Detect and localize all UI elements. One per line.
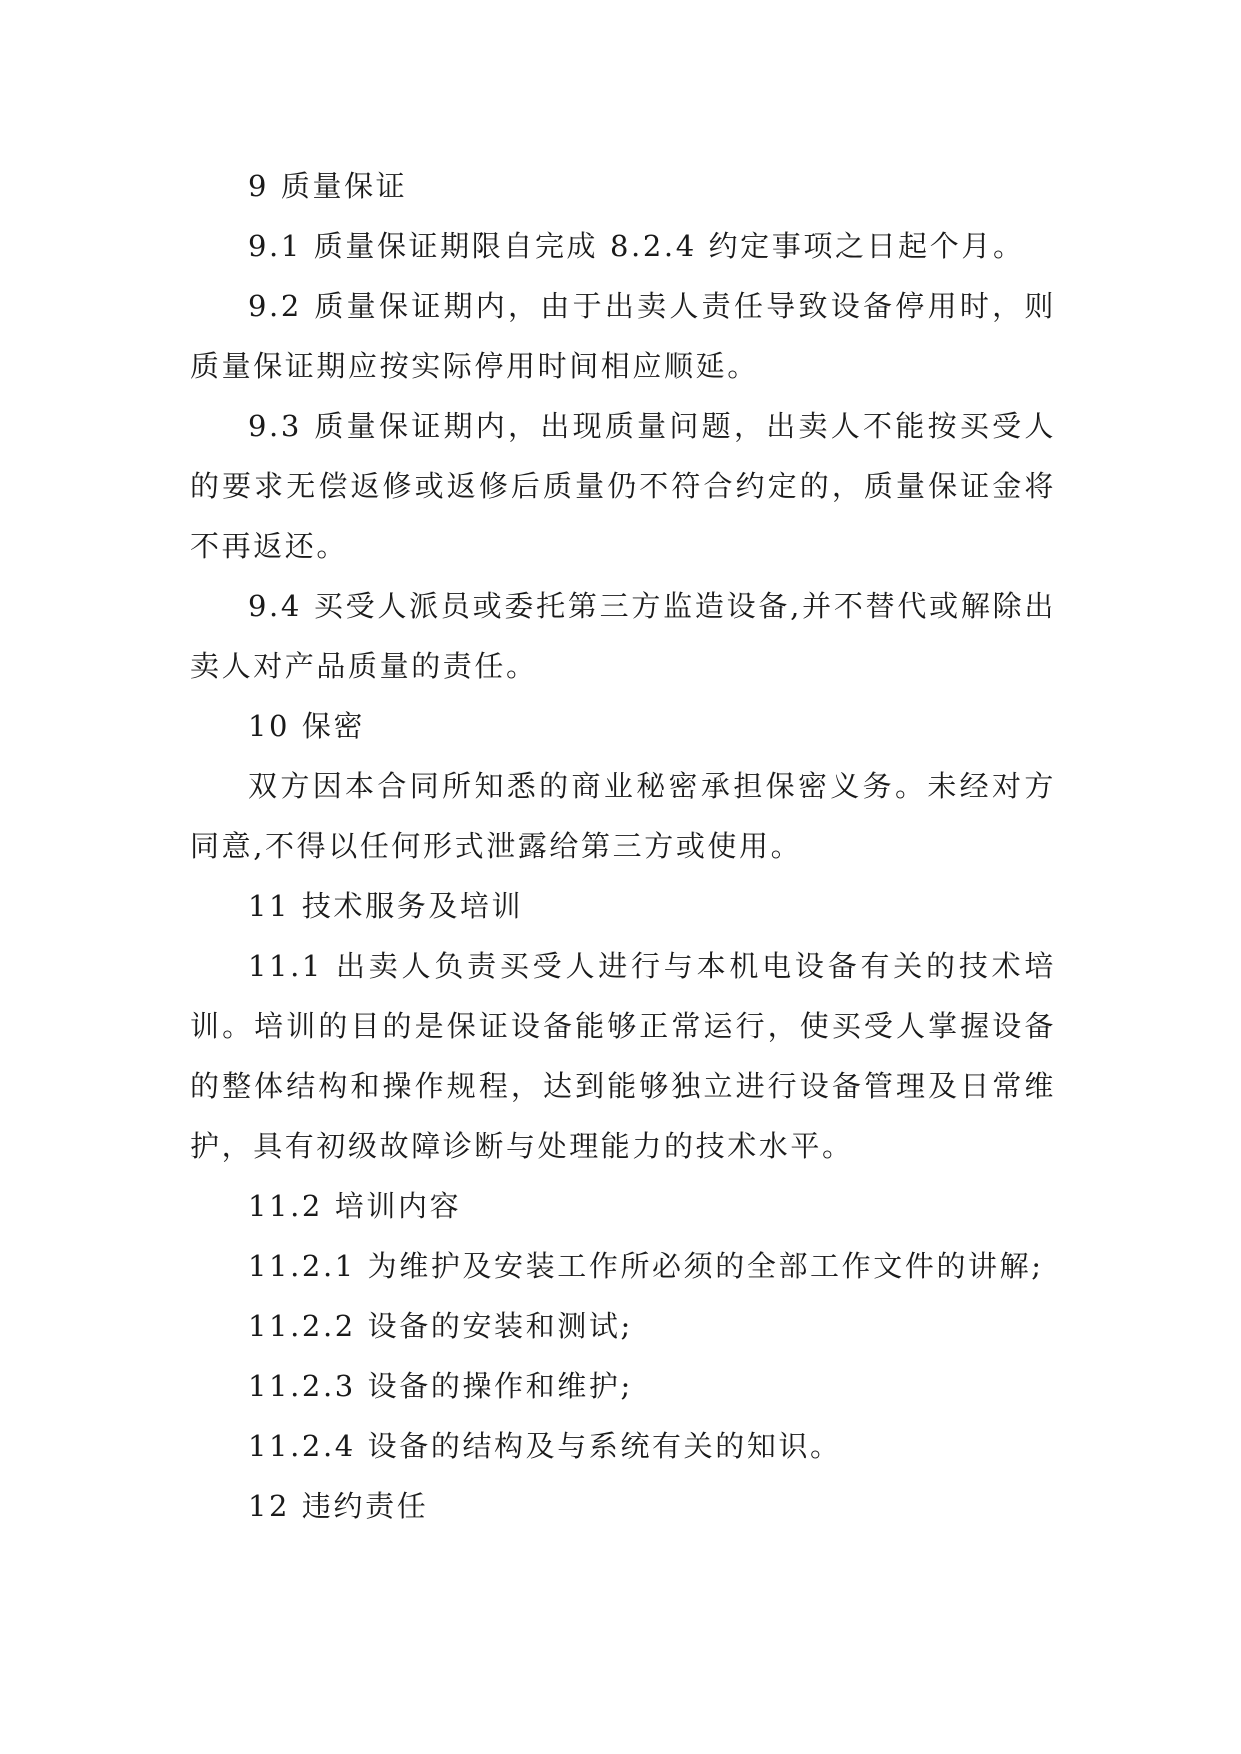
paragraph-11-2-3: 11.2.3 设备的操作和维护; bbox=[248, 1369, 633, 1403]
document-body bbox=[190, 156, 1056, 1536]
paragraph-9-3: 9.3 质量保证期内，出现质量问题，出卖人不能按买受人的要求无偿返修或返修后质量仍不符合约定的，质量保证金将不再返还。 bbox=[190, 409, 1056, 563]
paragraph-11-2-1: 11.2.1 为维护及安装工作所必须的全部工作文件的讲解; bbox=[248, 1249, 1044, 1283]
paragraph-10: 双方因本合同所知悉的商业秘密承担保密义务。未经对方同意,不得以任何形式泄露给第三方或使用。 bbox=[190, 769, 1056, 863]
paragraph-9-1: 9.1 质量保证期限自完成 8.2.4 约定事项之日起个月。 bbox=[248, 229, 1025, 263]
section-heading-9: 9 质量保证 bbox=[248, 169, 408, 203]
paragraph-11-2-2: 11.2.2 设备的安装和测试; bbox=[248, 1309, 633, 1343]
paragraph-9-4: 9.4 买受人派员或委托第三方监造设备,并不替代或解除出卖人对产品质量的责任。 bbox=[190, 589, 1056, 683]
paragraph-11-2-4: 11.2.4 设备的结构及与系统有关的知识。 bbox=[248, 1429, 842, 1463]
paragraph-9-2: 9.2 质量保证期内，由于出卖人责任导致设备停用时，则质量保证期应按实际停用时间相应顺延。 bbox=[190, 289, 1056, 383]
section-heading-10: 10 保密 bbox=[248, 709, 366, 743]
paragraph-11-1: 11.1 出卖人负责买受人进行与本机电设备有关的技术培训。培训的目的是保证设备能够正常运行，使买受人掌握设备的整体结构和操作规程，达到能够独立进行设备管理及日常维护，具有初级故障诊断与处理能力的技术水平。 bbox=[190, 949, 1056, 1163]
section-heading-11: 11 技术服务及培训 bbox=[248, 889, 524, 923]
section-heading-11-2: 11.2 培训内容 bbox=[248, 1189, 462, 1223]
section-heading-12: 12 违约责任 bbox=[248, 1489, 429, 1523]
